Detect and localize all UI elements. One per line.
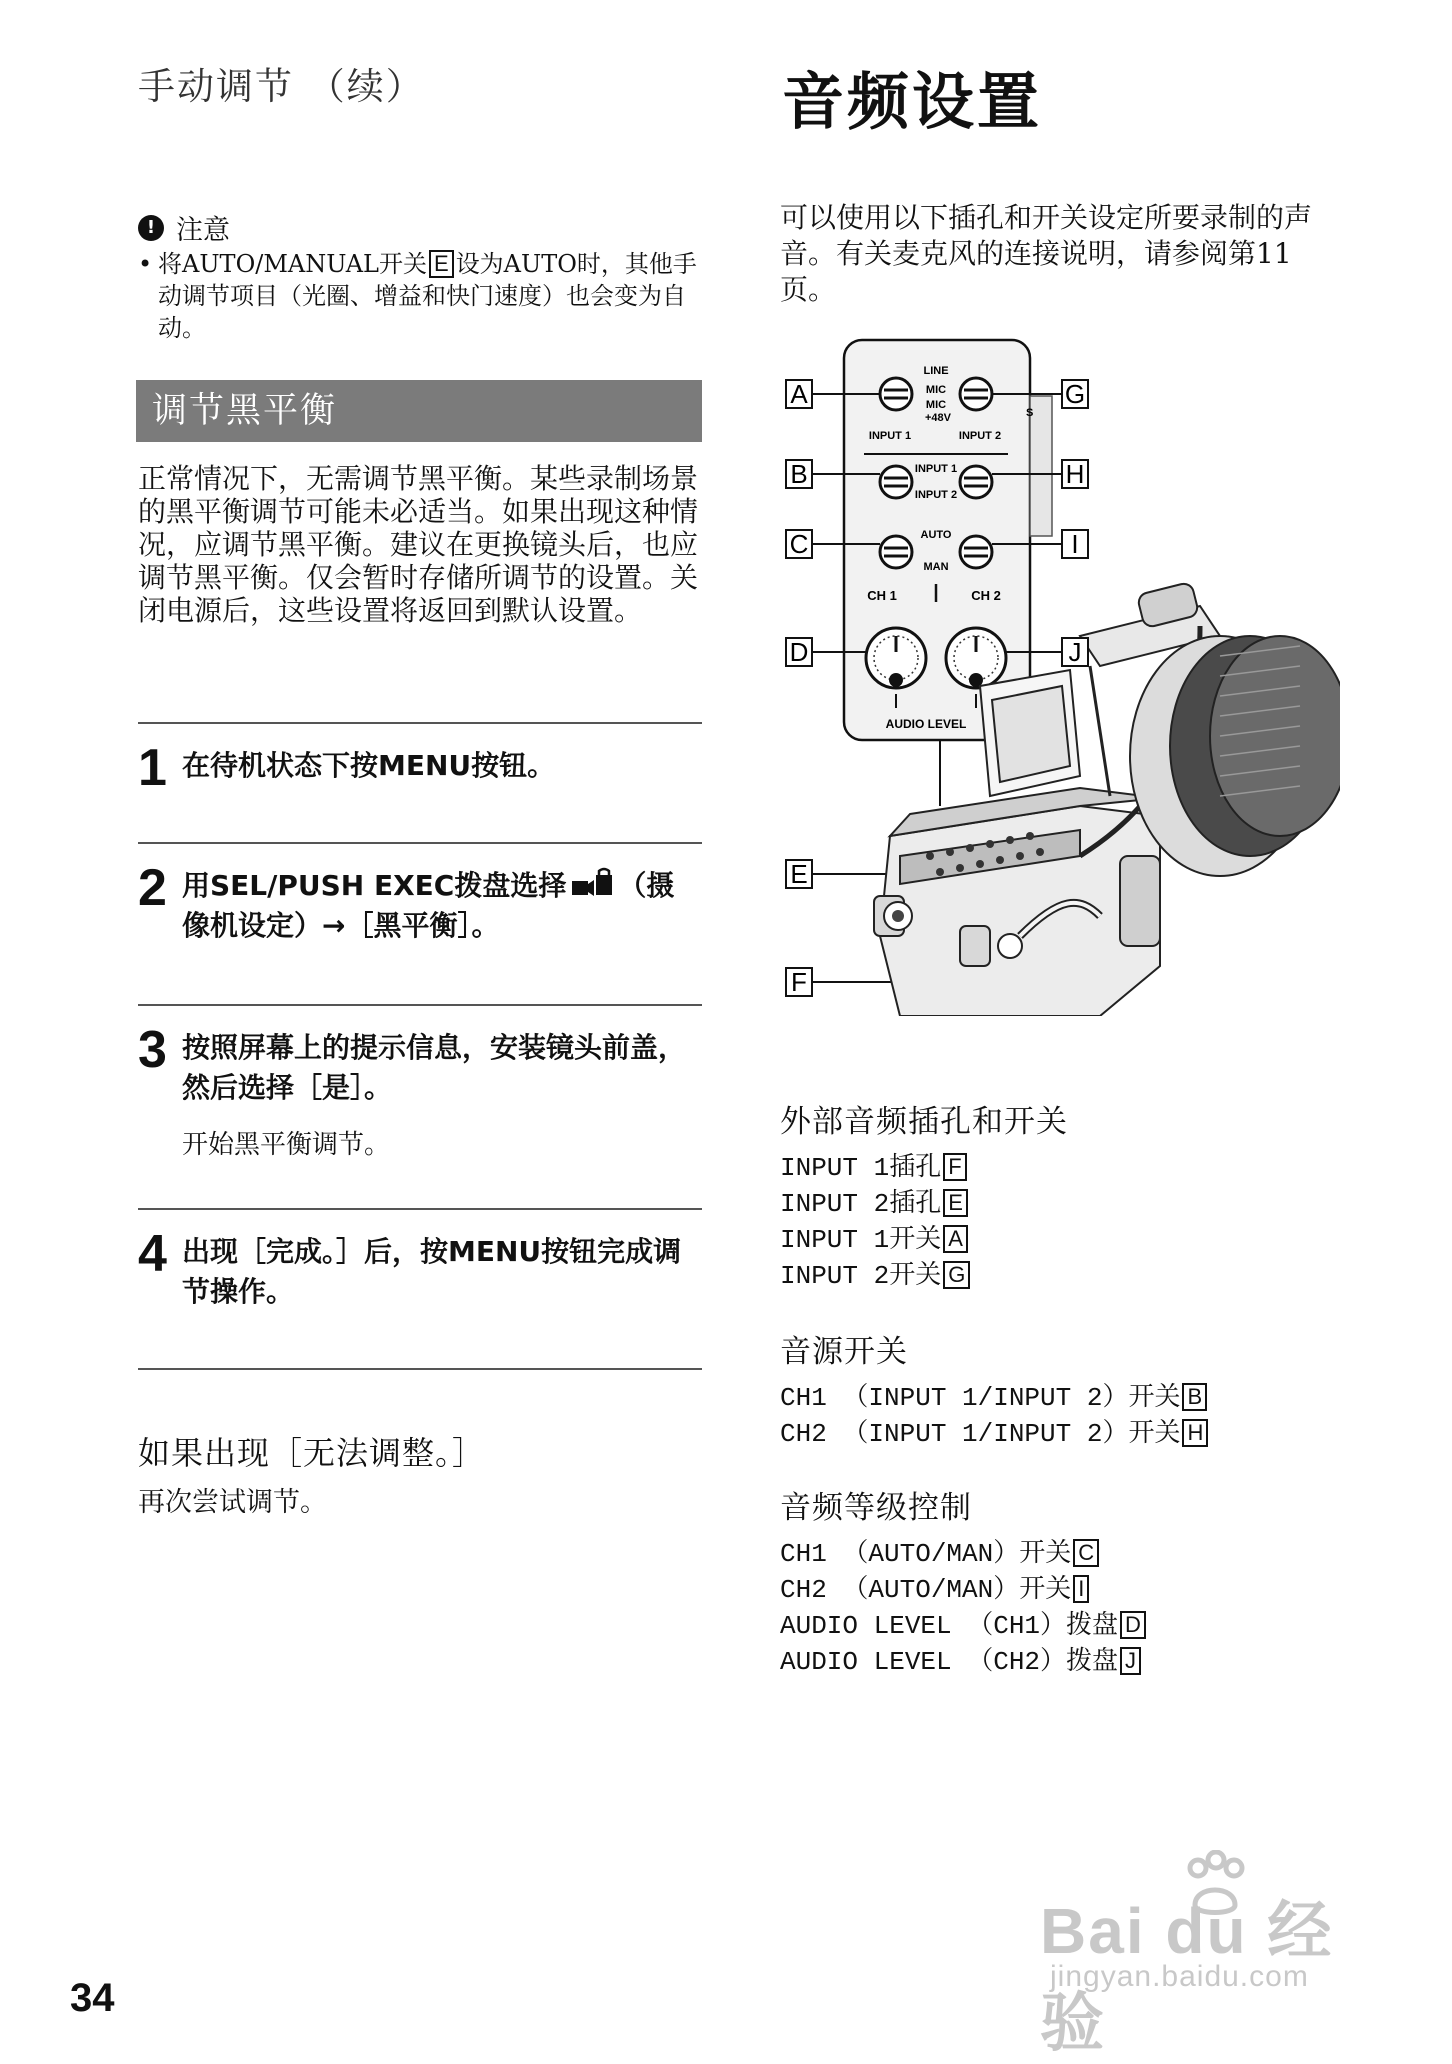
callout-f [786,967,812,997]
troubleshoot-text: 再次尝试调节。 [138,1487,327,1518]
svg-text:H: H [1065,459,1085,489]
callout-g [1062,379,1088,409]
callout-c [786,529,812,559]
divider [138,842,702,844]
troubleshoot-heading: 如果出现［无法调整。］ [138,1434,486,1472]
step-text: 在待机状态下按MENU按钮。 [182,749,556,782]
panel-label-sel-input2: INPUT 2 [914,489,958,501]
caution-title: 注意 [176,215,230,246]
input1-switch [880,378,912,410]
step-number: 1 [138,739,167,797]
baidu-watermark [1030,1850,1390,2059]
panel-label-audio-level: AUDIO LEVEL [885,717,967,731]
ref-label: J [1120,1647,1141,1675]
svg-text:G: G [1064,379,1086,409]
svg-text:D: D [789,637,809,667]
audio-level-list [780,1536,1148,1680]
ch1-audio-level-dial [866,628,926,688]
callout-d [786,637,812,667]
svg-text:C: C [789,529,809,559]
section-title: 调节黑平衡 [136,380,702,442]
caution-text-before: 将AUTO/MANUAL开关 [158,250,427,278]
ref-label: B [1182,1383,1207,1411]
callout-b [786,459,812,489]
ref-label: G [943,1261,970,1289]
step-note: 开始黑平衡调节。 [182,1130,391,1160]
panel-label-input2: INPUT 2 [958,430,1002,442]
list-item: CH2 （INPUT 1/INPUT 2）开关 H [780,1416,1210,1452]
list-item: CH1 （INPUT 1/INPUT 2）开关 B [780,1380,1210,1416]
step-text-before: 用SEL/PUSH EXEC拨盘选择 [182,869,567,902]
panel-label-ch1: CH 1 [867,588,897,603]
subheading-source-switch: 音源开关 [780,1334,908,1370]
section-intro: 正常情况下，无需调节黑平衡。某些录制场景的黑平衡调节可能未必适当。如果出现这种情况，应调节黑平衡。建议在更换镜头后，也应调节黑平衡。仅会暂时存储所调节的设置。关闭电源后，这些设置将返回到默认设置。 [138,462,699,627]
svg-text:J: J [1068,637,1082,667]
running-header: 手动调节 （续） [138,65,425,108]
svg-text:B: B [790,459,808,489]
panel-label-48v: +48V [925,412,951,424]
page-number: 34 [70,1976,115,2020]
ref-label: E [429,250,454,278]
list-item: CH2 （AUTO/MAN）开关 I [780,1572,1148,1608]
panel-label-mic48: MIC [925,399,947,411]
subheading-external-audio: 外部音频插孔和开关 [780,1104,1068,1140]
callout-a [786,379,812,409]
step-1 [138,738,702,838]
callout-i [1062,529,1088,559]
step-text-after: （摄像机设定）→［黑平衡］。 [182,869,675,942]
panel-label-ch2: CH 2 [971,588,1001,603]
ref-label: D [1120,1611,1146,1639]
panel-label-mic: MIC [925,384,947,396]
ref-label: E [943,1189,968,1217]
step-number: 2 [138,859,167,917]
svg-text:E: E [790,859,808,889]
watermark-url: jingyan.baidu.com [1050,1960,1309,1993]
callout-j [1062,637,1088,667]
list-item: INPUT 2开关 G [780,1258,972,1294]
callout-h [1062,459,1088,489]
audio-panel-figure [780,336,1340,1016]
panel-label-line: LINE [923,365,949,377]
page-title: 音频设置 [782,65,1043,138]
watermark-brand: Bai du 经验 [1040,1895,1334,2059]
list-item: INPUT 1插孔 F [780,1150,972,1186]
step-number: 3 [138,1021,167,1079]
caution-text-after: 设为AUTO时，其他手动调节项目（光圈、增益和快门速度）也会变为自动。 [158,250,697,342]
input2-switch [960,378,992,410]
callout-e [786,859,812,889]
panel-label-man: MAN [923,561,949,573]
panel-label-input1: INPUT 1 [868,430,912,442]
list-item: AUDIO LEVEL （CH2）拨盘 J [780,1644,1148,1680]
list-item: INPUT 2插孔 E [780,1186,972,1222]
panel-label-s: S [1026,407,1034,419]
step-text: 按照屏幕上的提示信息，安装镜头前盖，然后选择［是］。 [182,1031,687,1104]
ref-label: C [1073,1539,1099,1567]
bullet: • [138,250,153,278]
divider [138,722,702,724]
step-number: 4 [138,1225,167,1283]
ch2-auto-man-switch [960,536,992,568]
svg-text:A: A [790,379,808,409]
list-item: AUDIO LEVEL （CH1）拨盘 D [780,1608,1148,1644]
divider [138,1208,702,1210]
camera-settings-icon [570,867,614,899]
ch1-source-switch [880,466,912,498]
list-item: INPUT 1开关 A [780,1222,972,1258]
divider [138,1004,702,1006]
subheading-audio-level: 音频等级控制 [780,1490,972,1526]
step-text: 出现［完成。］后，按MENU按钮完成调节操作。 [182,1235,682,1308]
step-3 [138,1020,702,1170]
list-item: CH1 （AUTO/MAN）开关 C [780,1536,1148,1572]
source-switch-list [780,1380,1210,1452]
step-4 [138,1224,702,1334]
step-2 [138,858,702,978]
ch1-auto-man-switch [880,536,912,568]
audio-intro: 可以使用以下插孔和开关设定所要录制的声音。有关麦克风的连接说明，请参阅第11页。 [780,201,1313,306]
panel-label-auto: AUTO [920,529,952,541]
ref-label: I [1073,1575,1089,1603]
ch2-audio-level-dial [946,628,1006,688]
caution-icon: ! [138,215,164,241]
panel-label-sel-input1: INPUT 1 [914,463,958,475]
ref-label: F [943,1153,966,1181]
step-text [182,866,702,946]
caution-text [138,248,708,344]
ref-label: A [943,1225,968,1253]
ref-label: H [1182,1419,1208,1447]
external-audio-list [780,1150,972,1294]
ch2-source-switch [960,466,992,498]
svg-text:I: I [1071,529,1079,559]
svg-text:F: F [791,967,807,997]
caution-heading [138,208,230,247]
divider [138,1368,702,1370]
